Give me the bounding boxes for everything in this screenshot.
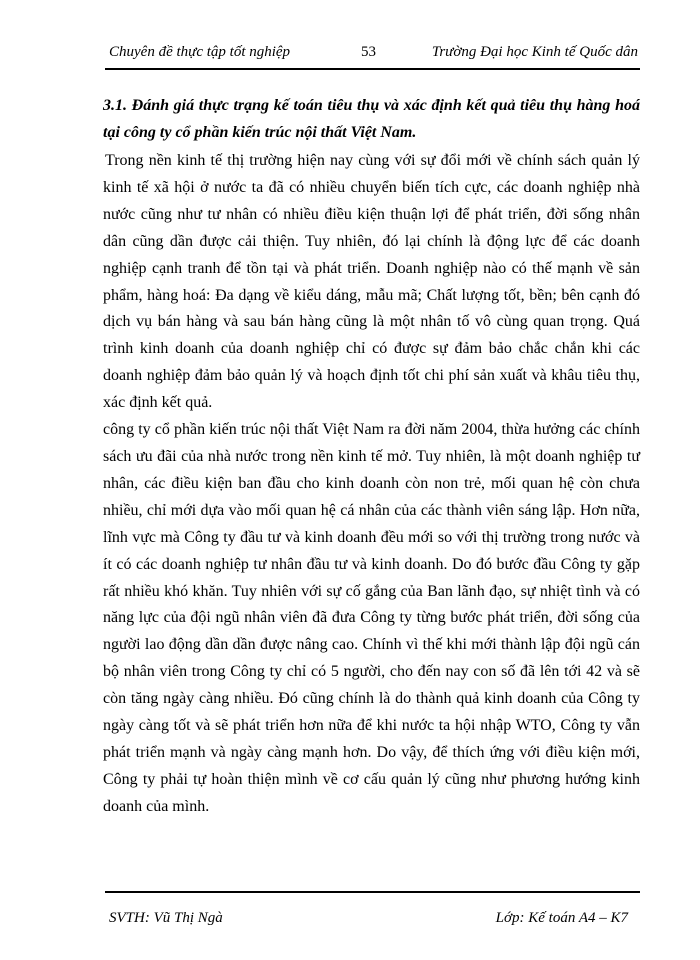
- footer-class: Lớp: Kế toán A4 – K7: [495, 910, 628, 926]
- page-footer: [105, 904, 640, 934]
- page-body: [103, 92, 640, 821]
- page-header: [105, 40, 640, 70]
- body-paragraph: Trong nền kinh tế thị trường hiện nay cùng với sự đổi mới về chính sách quản lý kinh tế xã hội ở nước ta đã có nhiều chuyển biến tích cực, các doanh nghiệp nhà nước cũng như tư nhân có nhiều điều kiện thuận lợi để phát triển, đời sống nhân dân cũng dần được cải thiện. Tuy nhiên, đó lại chính là động lực để các doanh nghiệp cạnh tranh để tồn tại và phát triển. Doanh nghiệp nào có thế mạnh về sản phẩm, hàng hoá: Đa dạng về kiểu dáng, mẫu mã; Chất lượng tốt, bền; bên cạnh đó dịch vụ bán hàng và sau bán hàng cũng là một nhân tố vô cùng quan trọng. Quá trình kinh doanh của doanh nghiệp chỉ có được sự đảm bảo chắc chắn khi các doanh nghiệp đảm bảo quản lý và hoạch định tốt chi phí sản xuất và khâu tiêu thụ, xác định kết quả.: [103, 152, 640, 412]
- footer-student-name: SVTH: Vũ Thị Ngà: [109, 910, 223, 926]
- page-number: 53: [361, 44, 376, 60]
- footer-divider: [105, 891, 640, 893]
- section-heading: 3.1. Đánh giá thực trạng kế toán tiêu thụ và xác định kết quả tiêu thụ hàng hoá tại công ty cổ phần kiến trúc nội thất Việt Nam.: [103, 97, 640, 141]
- header-divider: [105, 68, 640, 70]
- header-thesis-title: Chuyên đề thực tập tốt nghiệp: [109, 44, 291, 60]
- header-university: Trường Đại học Kinh tế Quốc dân: [431, 44, 638, 60]
- body-paragraph: công ty cổ phần kiến trúc nội thất Việt Nam ra đời năm 2004, thừa hưởng các chính sách ưu đãi của nhà nước trong nền kinh tế mở. Tuy nhiên, là một doanh nghiệp tư nhân, các điều kiện ban đầu cho kinh doanh còn non trẻ, mối quan hệ còn chưa nhiều, chỉ mới dựa vào mối quan hệ cá nhân của các thành viên sáng lập. Hơn nữa, lĩnh vực mà Công ty đầu tư và kinh doanh đều mới so với thị trường trong nước và ít có các doanh nghiệp tư nhân đầu tư và kinh doanh. Do đó bước đầu Công ty gặp rất nhiều khó khăn. Tuy nhiên với sự cố gắng của Ban lãnh đạo, sự nhiệt tình và có năng lực của đội ngũ nhân viên đã đưa Công ty từng bước phát triển, đời sống của người lao động dần dần được nâng cao. Chính vì thế khi mới thành lập đội ngũ cán bộ nhân viên trong Công ty chỉ có 5 người, cho đến nay con số đã lên tới 42 và sẽ còn tăng ngày càng nhiều. Đó cũng chính là do thành quả kinh doanh của Công ty ngày càng tốt và sẽ phát triển hơn nữa để khi nước ta hội nhập WTO, Công ty vẫn phát triển mạnh và ngày càng mạnh hơn. Do vậy, để thích ứng với điều kiện mới, Công ty phải tự hoàn thiện mình về cơ cấu quản lý cũng như phương hướng kinh doanh của mình.: [103, 421, 640, 815]
